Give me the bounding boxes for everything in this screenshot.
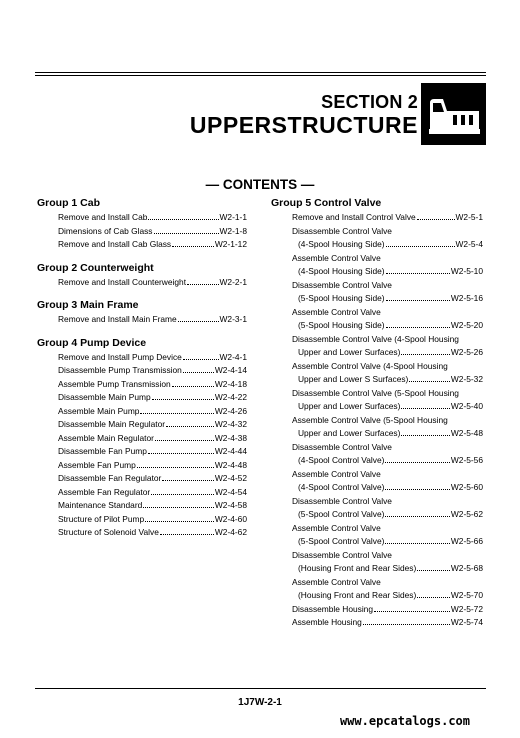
toc-entry-title: Disassemble Control Valve [292, 225, 392, 236]
toc-entry-page: W2-4-60 [214, 513, 247, 524]
toc-entry[interactable] [271, 211, 483, 225]
toc-entry-title: Structure of Solenoid Valve [58, 527, 159, 537]
toc-entry-title: Assemble Control Valve [292, 576, 381, 587]
toc-entry-title: (Housing Front and Rear Sides) [298, 563, 417, 573]
toc-entry[interactable] [271, 562, 483, 576]
toc-entry-title: Upper and Lower S Surfaces) [298, 374, 409, 384]
dot-leader [148, 445, 214, 454]
toc-entry[interactable] [37, 364, 247, 378]
toc-entry[interactable] [37, 418, 247, 432]
contents-group [37, 260, 247, 290]
toc-entry[interactable] [37, 276, 247, 290]
toc-entry-page: W2-4-14 [214, 365, 247, 375]
toc-entry-title: Maintenance Standard [58, 500, 143, 510]
bottom-rule [35, 688, 486, 689]
dot-leader [385, 535, 449, 544]
dot-leader [152, 391, 214, 400]
toc-entry[interactable] [271, 576, 483, 590]
dot-leader [401, 400, 449, 409]
toc-entry[interactable] [271, 387, 483, 401]
toc-entry-page: W2-5-1 [455, 212, 483, 222]
toc-entry-title: Assemble Control Valve [292, 522, 381, 533]
toc-entry[interactable] [37, 445, 247, 459]
toc-entry[interactable] [37, 313, 247, 327]
toc-entry-page: W2-4-32 [214, 419, 247, 429]
dot-leader [160, 526, 214, 535]
dot-leader [140, 405, 213, 414]
toc-entry-title: Disassemble Control Valve [292, 441, 392, 452]
toc-entry-title: (5-Spool Housing Side) [298, 293, 385, 303]
dot-leader [148, 211, 218, 220]
toc-entry[interactable] [271, 549, 483, 563]
toc-entry[interactable] [271, 495, 483, 509]
dot-leader [417, 562, 450, 571]
toc-entry-title: Disassemble Control Valve [292, 495, 392, 506]
toc-entry[interactable] [271, 292, 483, 306]
toc-entry[interactable] [37, 405, 247, 419]
toc-entry[interactable] [37, 378, 247, 392]
toc-entry-title: Disassemble Control Valve (5-Spool Housing [292, 387, 459, 398]
toc-entry-title: Disassemble Main Pump [58, 392, 151, 402]
contents-left-column [37, 195, 247, 548]
dot-leader [386, 265, 450, 274]
group-title: Group 3 Main Frame [37, 299, 139, 311]
toc-entry-page: W2-5-48 [450, 428, 483, 438]
toc-entry-page: W2-4-26 [214, 405, 247, 416]
toc-entry-title: (5-Spool Control Valve) [298, 509, 385, 519]
toc-entry-title: (4-Spool Control Valve) [298, 482, 385, 492]
toc-entry[interactable] [37, 526, 247, 540]
toc-entry[interactable] [37, 432, 247, 446]
toc-entry-title: (5-Spool Control Valve) [298, 536, 385, 546]
toc-entry-title: Disassemble Control Valve [292, 549, 392, 560]
page-code: 1J7W-2-1 [238, 697, 282, 708]
toc-entry-title: Assemble Control Valve (5-Spool Housing [292, 414, 448, 425]
dot-leader [386, 319, 450, 328]
toc-entry-page: W2-5-40 [450, 401, 483, 411]
toc-entry-title: Disassemble Fan Pump [58, 446, 147, 456]
toc-entry[interactable] [271, 333, 483, 347]
watermark-url: www.epcatalogs.com [339, 714, 470, 728]
toc-entry-page: W2-5-68 [450, 563, 483, 573]
toc-entry[interactable] [271, 468, 483, 482]
dot-leader [401, 346, 449, 355]
group-title: Group 4 Pump Device [37, 336, 147, 349]
toc-entry-title: Remove and Install Control Valve [292, 212, 416, 222]
toc-entry-page: W2-5-74 [450, 617, 483, 627]
group-title: Group 5 Control Valve [271, 197, 382, 209]
contents-group [37, 335, 247, 540]
toc-entry-title: Dimensions of Cab Glass [58, 225, 153, 236]
dot-leader [145, 513, 214, 522]
toc-entry-title: Assemble Control Valve [292, 468, 381, 479]
toc-entry-title: (4-Spool Housing Side) [298, 239, 385, 249]
dot-leader [417, 211, 455, 220]
dot-leader [385, 454, 449, 463]
toc-entry-title: Assemble Control Valve [292, 306, 381, 317]
toc-entry[interactable] [271, 238, 483, 252]
toc-entry[interactable] [271, 535, 483, 549]
section-label: SECTION 2 [321, 92, 418, 112]
contents-group [271, 195, 483, 630]
toc-entry-page: W2-5-62 [450, 509, 483, 519]
toc-entry-page: W2-5-16 [450, 293, 483, 303]
toc-entry-title: Disassemble Main Regulator [58, 419, 166, 429]
toc-entry[interactable] [271, 616, 483, 630]
toc-entry-title: Disassemble Housing [292, 603, 373, 614]
dot-leader [151, 486, 214, 495]
toc-entry[interactable] [271, 400, 483, 414]
toc-entry[interactable] [37, 459, 247, 473]
toc-entry[interactable] [271, 454, 483, 468]
group-title: Group 2 Counterweight [37, 261, 154, 274]
toc-entry[interactable] [271, 306, 483, 320]
dot-leader [162, 472, 214, 481]
toc-entry-title: Remove and Install Cab Glass [58, 239, 172, 249]
toc-entry-title: Structure of Pilot Pump [58, 513, 145, 524]
toc-entry-title: Upper and Lower Surfaces) [298, 401, 401, 411]
toc-entry[interactable] [271, 481, 483, 495]
toc-entry-title: Remove and Install Cab [58, 212, 148, 222]
toc-entry[interactable] [271, 279, 483, 293]
toc-entry-page: W2-5-66 [450, 536, 483, 546]
toc-entry-title: Remove and Install Counterweight [58, 276, 187, 287]
toc-entry[interactable] [37, 351, 247, 365]
dot-leader [143, 499, 214, 508]
toc-entry-page: W2-4-18 [214, 378, 247, 389]
section-title: UPPERSTRUCTURE [189, 112, 418, 138]
toc-entry-title: Disassemble Pump Transmission [58, 365, 182, 375]
dot-leader [183, 351, 219, 360]
toc-entry[interactable] [271, 252, 483, 266]
toc-entry-page: W2-4-62 [214, 527, 247, 537]
toc-entry[interactable] [37, 391, 247, 405]
toc-entry[interactable] [271, 346, 483, 360]
dot-leader [385, 481, 449, 490]
toc-entry[interactable] [271, 427, 483, 441]
toc-entry[interactable] [271, 441, 483, 455]
contents-group [37, 297, 247, 327]
dot-leader [187, 276, 219, 285]
toc-entry-title: (4-Spool Control Valve) [298, 455, 385, 465]
toc-entry-title: Assemble Main Regulator [58, 432, 154, 443]
dot-leader [386, 238, 455, 247]
toc-entry-page: W2-5-20 [450, 320, 483, 330]
toc-entry[interactable] [37, 499, 247, 513]
toc-entry[interactable] [37, 472, 247, 486]
top-rule [35, 72, 486, 73]
toc-entry-page: W2-4-48 [214, 459, 247, 470]
toc-entry[interactable] [271, 522, 483, 536]
toc-entry-title: Assemble Control Valve (4-Spool Housing [292, 360, 448, 371]
toc-entry-title: Assemble Control Valve [292, 252, 381, 263]
toc-entry-page: W2-1-1 [219, 212, 247, 222]
toc-entry-title: Assemble Pump Transmission [58, 378, 171, 389]
toc-entry-page: W2-5-32 [450, 374, 483, 384]
toc-entry-page: W2-5-70 [450, 590, 483, 600]
toc-entry[interactable] [37, 225, 247, 239]
toc-entry-title: (Housing Front and Rear Sides) [298, 590, 417, 600]
dot-leader [172, 238, 214, 247]
toc-entry[interactable] [271, 414, 483, 428]
toc-entry-page: W2-3-1 [219, 314, 247, 324]
toc-entry-title: Remove and Install Pump Device [58, 351, 182, 362]
toc-entry[interactable] [271, 603, 483, 617]
dot-leader [363, 616, 450, 625]
toc-entry-page: W2-1-12 [214, 239, 247, 249]
dot-leader [417, 589, 450, 598]
toc-entry-page: W2-1-8 [219, 225, 247, 236]
toc-entry-page: W2-2-1 [219, 276, 247, 287]
toc-entry-page: W2-5-4 [455, 239, 483, 249]
top-rule-secondary [35, 75, 486, 76]
toc-entry-page: W2-5-10 [450, 266, 483, 276]
dot-leader [385, 508, 449, 517]
dot-leader [154, 225, 219, 234]
toc-entry[interactable] [37, 513, 247, 527]
contents-group [37, 195, 247, 252]
toc-entry-title: (5-Spool Housing Side) [298, 320, 385, 330]
toc-entry-page: W2-4-44 [214, 446, 247, 456]
toc-entry-page: W2-5-26 [450, 347, 483, 357]
contents-title: — CONTENTS — [205, 177, 315, 192]
toc-entry[interactable] [271, 319, 483, 333]
dot-leader [166, 418, 214, 427]
toc-entry-title: (4-Spool Housing Side) [298, 266, 385, 276]
toc-entry[interactable] [271, 508, 483, 522]
toc-entry[interactable] [271, 360, 483, 374]
toc-entry-title: Disassemble Fan Regulator [58, 473, 162, 483]
toc-entry-page: W2-4-1 [219, 351, 247, 362]
toc-entry[interactable] [37, 238, 247, 252]
excavator-upperstructure-icon [421, 83, 486, 145]
dot-leader [183, 364, 214, 373]
dot-leader [374, 603, 450, 612]
toc-entry-page: W2-5-72 [450, 603, 483, 614]
dot-leader [178, 313, 219, 322]
dot-leader [409, 373, 450, 382]
toc-entry-title: Assemble Housing [292, 617, 362, 627]
toc-entry-page: W2-5-60 [450, 482, 483, 492]
toc-entry[interactable] [271, 265, 483, 279]
contents-right-column [271, 195, 483, 638]
toc-entry-page: W2-4-52 [214, 473, 247, 483]
toc-entry-title: Upper and Lower Surfaces) [298, 347, 401, 357]
dot-leader [137, 459, 214, 468]
toc-entry-title: Disassemble Control Valve (4-Spool Housing [292, 333, 459, 344]
toc-entry[interactable] [37, 211, 247, 225]
toc-entry[interactable] [37, 486, 247, 500]
dot-leader [172, 378, 214, 387]
group-title: Group 1 Cab [37, 197, 101, 209]
dot-leader [386, 292, 450, 301]
toc-entry[interactable] [271, 225, 483, 239]
toc-entry-title: Disassemble Control Valve [292, 279, 392, 290]
toc-entry-title: Upper and Lower Surfaces) [298, 428, 401, 438]
toc-entry[interactable] [271, 589, 483, 603]
toc-entry-page: W2-5-56 [450, 455, 483, 465]
toc-entry-page: W2-4-54 [214, 486, 247, 497]
toc-entry-title: Assemble Main Pump [58, 405, 140, 416]
toc-entry-page: W2-4-22 [214, 392, 247, 402]
toc-entry-page: W2-4-58 [214, 500, 247, 510]
toc-entry-title: Remove and Install Main Frame [58, 314, 177, 324]
toc-entry-title: Assemble Fan Pump [58, 459, 136, 470]
toc-entry[interactable] [271, 373, 483, 387]
dot-leader [155, 432, 214, 441]
toc-entry-title: Assemble Fan Regulator [58, 486, 151, 497]
dot-leader [401, 427, 449, 436]
toc-entry-page: W2-4-38 [214, 432, 247, 443]
